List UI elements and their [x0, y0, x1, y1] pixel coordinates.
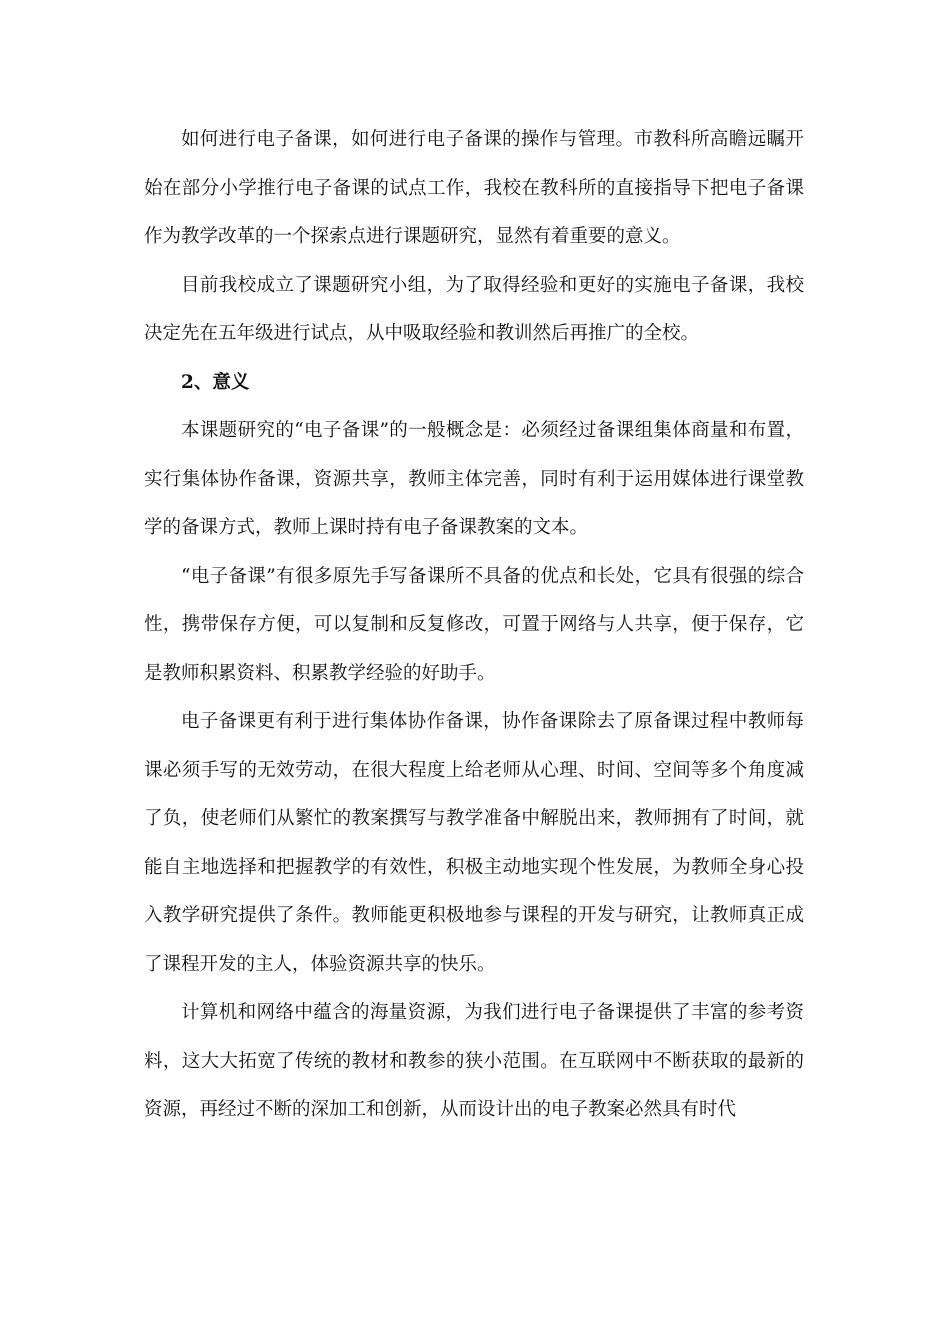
paragraph-research-group: 目前我校成立了课题研究小组，为了取得经验和更好的实施电子备课，我校决定先在五年级进行试点，从中吸取经验和教训然后再推广的全校。 [144, 274, 804, 344]
paragraph-collaborative-lesson-prep: 电子备课更有利于进行集体协作备课，协作备课除去了原备课过程中教师每课必须手写的无效劳动，在很大程度上给老师从心理、时间、空间等多个角度减了负，使老师们从繁忙的教案撰写与教学准备中解脱出来，教师拥有了时间，就能自主地选择和把握教学的有效性，积极主动地实现个性发展，为教师全身心投入教学研究提供了条件。教师能更积极地参与课程的开发与研究，让教师真正成了课程开发的主人，体验资源共享的快乐。 [144, 711, 804, 975]
section-heading-significance: 2、意义 [181, 371, 250, 393]
document-body [144, 116, 804, 1135]
paragraph-e-lesson-management: 如何进行电子备课，如何进行电子备课的操作与管理。市教科所高瞻远瞩开始在部分小学推行电子备课的试点工作，我校在教科所的直接指导下把电子备课作为教学改革的一个探索点进行课题研究，显然有着重要的意义。 [144, 129, 804, 247]
paragraph-concept-definition: 本课题研究的“电子备课”的一般概念是：必须经过备课组集体商量和布置，实行集体协作备课，资源共享，教师主体完善，同时有利于运用媒体进行课堂教学的备课方式，教师上课时持有电子备课教案的文本。 [144, 420, 804, 538]
paragraph-network-resources: 计算机和网络中蕴含的海量资源，为我们进行电子备课提供了丰富的参考资料，这大大拓宽了传统的教材和教参的狭小范围。在互联网中不断获取的最新的资源，再经过不断的深加工和创新，从而设计出的电子教案必然具有时代 [144, 1002, 804, 1120]
paragraph-advantages: “电子备课”有很多原先手写备课所不具备的优点和长处，它具有很强的综合性，携带保存方便，可以复制和反复修改，可置于网络与人共享，便于保存，它是教师积累资料、积累教学经验的好助手。 [144, 565, 804, 684]
